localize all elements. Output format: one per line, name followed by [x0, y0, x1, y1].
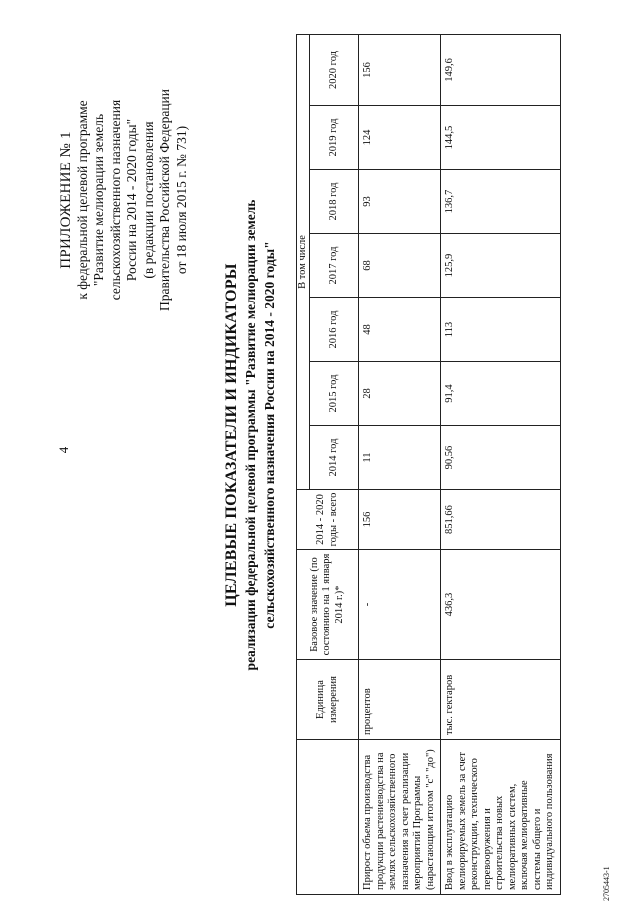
indicator-unit: тыс. гектаров	[441, 660, 561, 740]
appendix-note	[58, 30, 190, 370]
indicator-year-value: 113	[441, 298, 561, 362]
indicator-year-value: 149,6	[441, 34, 561, 105]
indicator-year-value: 93	[359, 170, 441, 234]
header-year: 2016 год	[310, 298, 359, 362]
page-number: 4	[56, 446, 71, 454]
header-year: 2019 год	[310, 106, 359, 170]
header-total: 2014 - 2020 годы - всего	[297, 490, 359, 550]
header-year: 2015 год	[310, 362, 359, 426]
table-row	[441, 34, 561, 894]
heading-title: ЦЕЛЕВЫЕ ПОКАЗАТЕЛИ И ИНДИКАТОРЫ	[223, 263, 240, 607]
header-unit: Единица измерения	[297, 660, 359, 740]
indicator-year-value: 136,7	[441, 170, 561, 234]
header-year: 2014 год	[310, 426, 359, 490]
indicator-year-value: 124	[359, 106, 441, 170]
indicator-base: 436,3	[441, 550, 561, 660]
header-year: 2017 год	[310, 234, 359, 298]
header-row	[297, 34, 310, 894]
indicator-total: 851,66	[441, 490, 561, 550]
indicator-year-value: 91,4	[441, 362, 561, 426]
header-year: 2020 год	[310, 34, 359, 105]
indicator-year-value: 125,9	[441, 234, 561, 298]
document-heading	[222, 65, 279, 805]
header-indicator	[297, 740, 359, 895]
indicator-year-value: 144,5	[441, 106, 561, 170]
indicator-name: Ввод в эксплуатацию мелиорируемых земель за счет реконструкции, технического перевооружения и строительства новых мелиоративных систем, включая мелиоративные системы общего и индивидуального пользования	[441, 740, 561, 895]
indicator-year-value: 11	[359, 426, 441, 490]
appendix-line: России на 2014 - 2020 годы"	[124, 118, 139, 282]
indicators-table	[296, 34, 561, 895]
appendix-line: от 18 июля 2015 г. № 731)	[173, 125, 189, 275]
header-in-total: В том числе	[297, 34, 310, 489]
appendix-title: ПРИЛОЖЕНИЕ № 1	[58, 131, 74, 269]
indicator-year-value: 68	[359, 234, 441, 298]
appendix-line: сельскохозяйственного назначения	[107, 99, 123, 301]
appendix-line: "Развитие мелиорации земель	[91, 113, 106, 287]
indicator-year-value: 48	[359, 298, 441, 362]
appendix-line: (в редакции постановления	[140, 121, 156, 279]
indicator-base: -	[359, 550, 441, 660]
heading-subtitle: сельскохозяйственного назначения России на 2014 - 2020 годы"	[262, 241, 277, 629]
heading-subtitle: реализации федеральной целевой программы "Развитие мелиорации земель	[243, 199, 258, 671]
indicator-year-value: 28	[359, 362, 441, 426]
table-row	[359, 34, 441, 894]
header-base-value: Базовое значение (по состоянию на 1 января 2014 г.)*	[297, 550, 359, 660]
appendix-line: к федеральной целевой программе	[74, 100, 90, 300]
indicator-name: Прирост объема производства продукции растениеводства на землях сельскохозяйственного назначения за счет реализации мероприятий Программы (нарастающим итогом "с" "до")	[359, 740, 441, 895]
indicator-year-value: 156	[359, 34, 441, 105]
indicator-total: 156	[359, 490, 441, 550]
indicator-year-value: 90,56	[441, 426, 561, 490]
document-code: 2705443-1	[602, 866, 611, 901]
header-year: 2018 год	[310, 170, 359, 234]
indicator-unit: процентов	[359, 660, 441, 740]
appendix-line: Правительства Российской Федерации	[157, 89, 172, 311]
